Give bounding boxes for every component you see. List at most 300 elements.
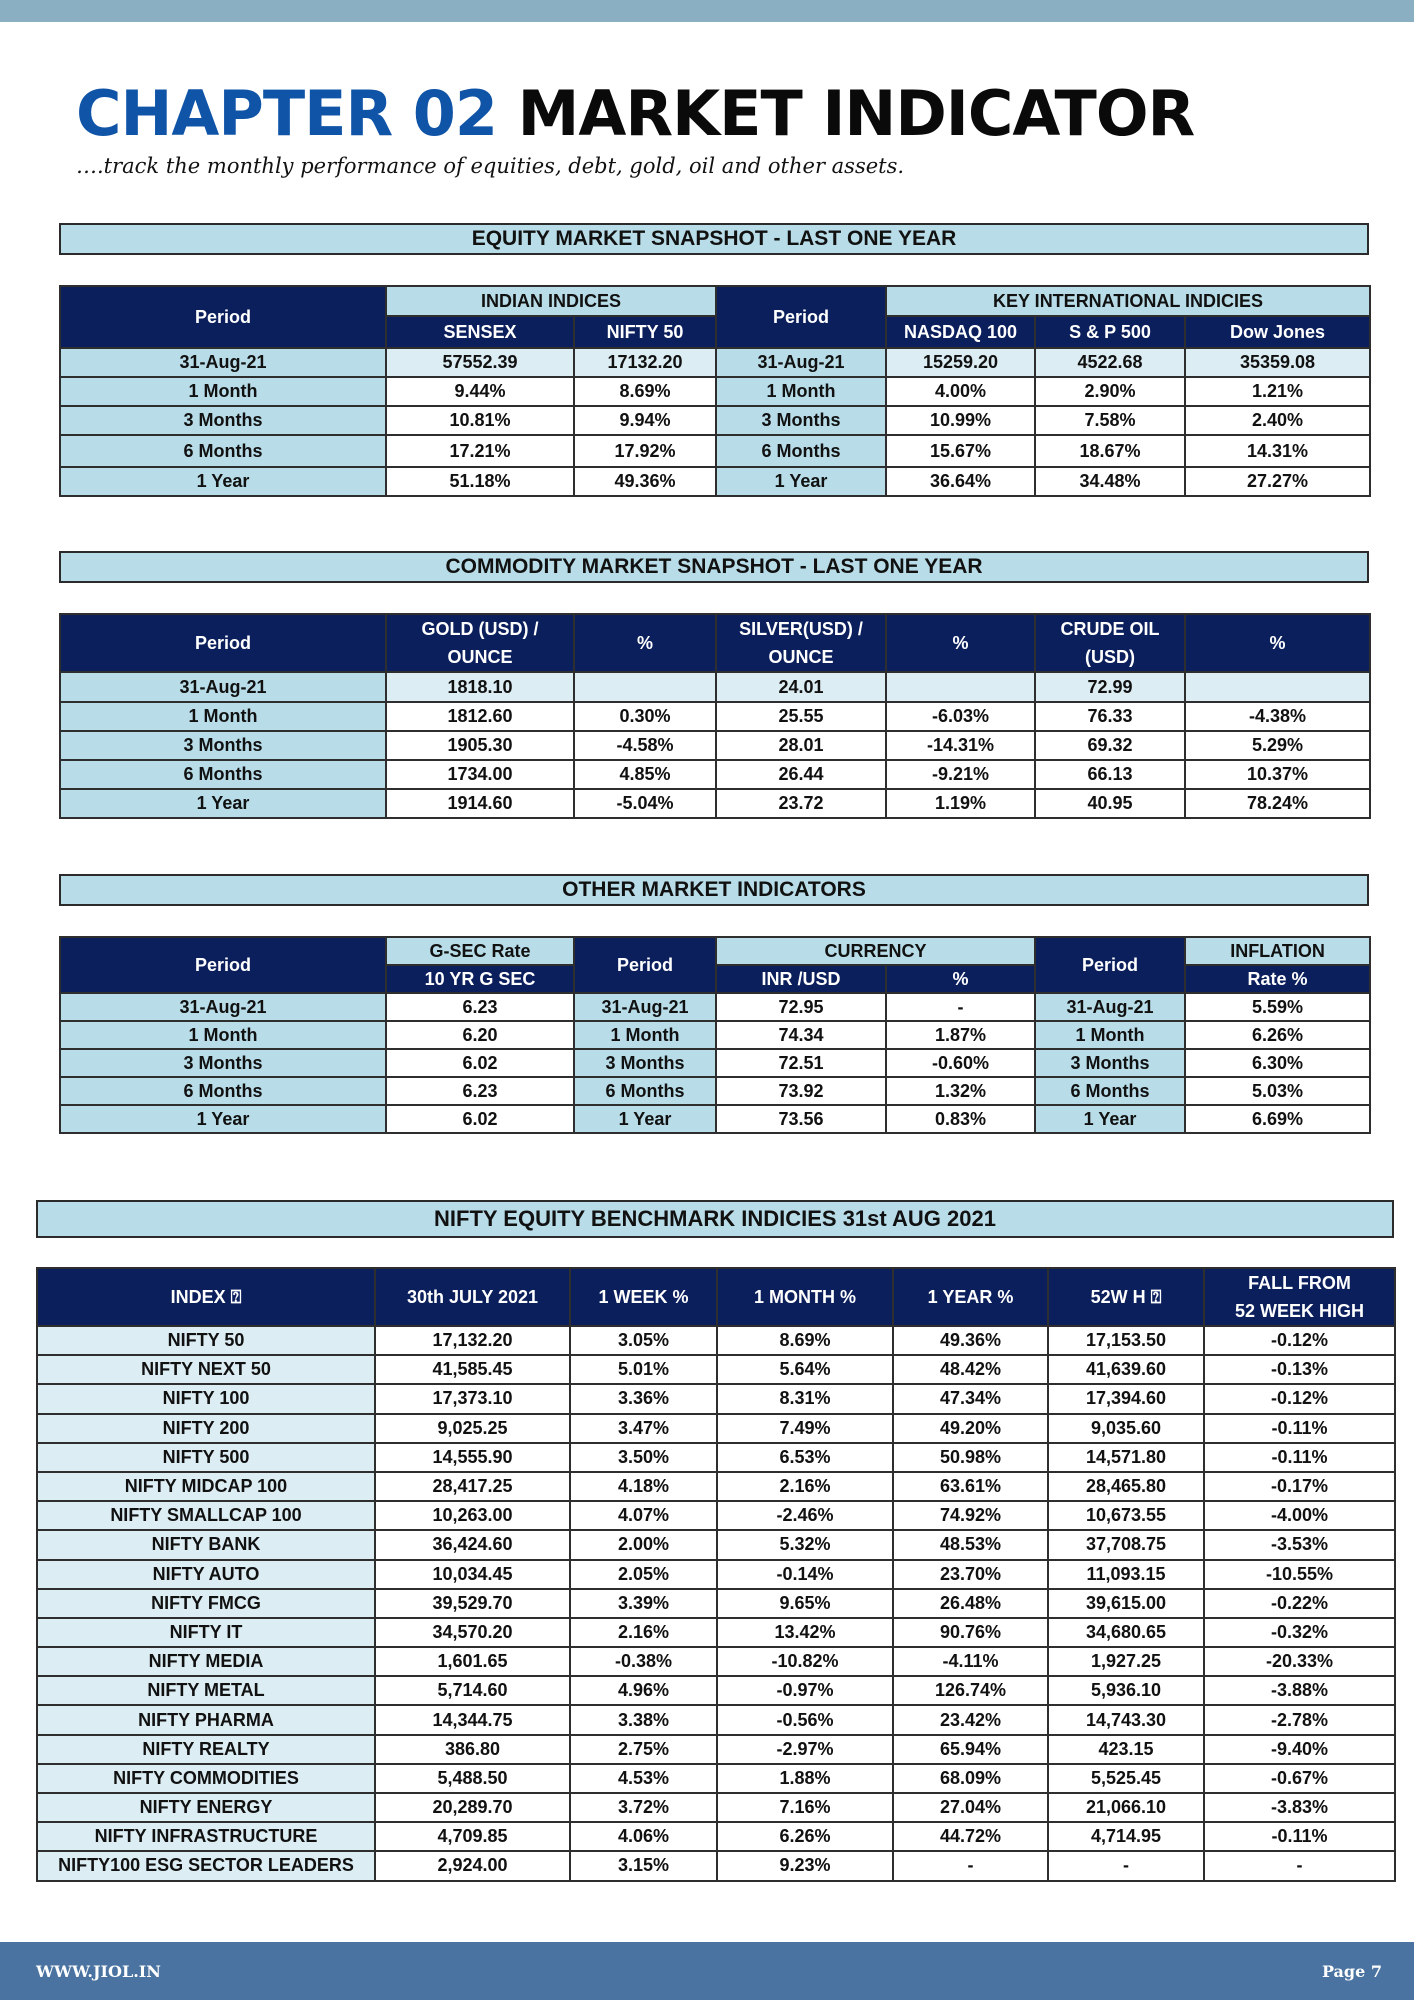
commodity-cell: 78.24% (1185, 789, 1370, 818)
nifty-cell: 2.75% (570, 1735, 717, 1764)
nifty-benchmark-table (36, 1267, 1396, 1882)
nifty-cell: -0.11% (1204, 1414, 1395, 1443)
commodity-header-crude-line2: (USD) (1085, 647, 1135, 667)
nifty-header-fall-from-high (1204, 1268, 1395, 1326)
nifty-cell: -3.83% (1204, 1793, 1395, 1822)
other-cell: 72.51 (716, 1049, 886, 1077)
nifty-cell: 48.53% (893, 1530, 1048, 1559)
nifty-cell: 17,373.10 (375, 1384, 570, 1413)
commodity-cell: 0.30% (574, 702, 716, 731)
nifty-cell: -4.00% (1204, 1501, 1395, 1530)
equity-col-sensex: SENSEX (386, 316, 574, 348)
other-cell: 0.83% (886, 1105, 1035, 1133)
other-cell: 1.32% (886, 1077, 1035, 1105)
other-cell: 3 Months (1035, 1049, 1185, 1077)
nifty-cell: -2.78% (1204, 1705, 1395, 1734)
equity-cell: 9.94% (574, 406, 716, 435)
other-cell: 6.23 (386, 993, 574, 1021)
other-cell: 6.02 (386, 1105, 574, 1133)
nifty-header-fall-line2: 52 WEEK HIGH (1234, 1301, 1365, 1321)
nifty-cell: 27.04% (893, 1793, 1048, 1822)
other-cell: 3 Months (60, 1049, 386, 1077)
nifty-cell: -0.67% (1204, 1764, 1395, 1793)
nifty-cell: NIFTY 100 (37, 1384, 375, 1413)
commodity-row (60, 702, 1370, 731)
nifty-cell: -0.13% (1204, 1355, 1395, 1384)
nifty-cell: NIFTY MEDIA (37, 1647, 375, 1676)
equity-col-nifty50: NIFTY 50 (574, 316, 716, 348)
nifty-cell: 23.70% (893, 1560, 1048, 1589)
nifty-cell: 28,417.25 (375, 1472, 570, 1501)
other-header-currency-group: CURRENCY (716, 937, 1035, 965)
other-cell: -0.60% (886, 1049, 1035, 1077)
other-cell: - (886, 993, 1035, 1021)
footer-page-number: Page 7 (1321, 1962, 1382, 1981)
nifty-row (37, 1676, 1395, 1705)
nifty-cell: 3.36% (570, 1384, 717, 1413)
nifty-row (37, 1764, 1395, 1793)
commodity-cell: 66.13 (1035, 760, 1185, 789)
nifty-cell: 11,093.15 (1048, 1560, 1204, 1589)
commodity-cell (1185, 672, 1370, 702)
equity-cell: 9.44% (386, 377, 574, 406)
nifty-cell: 63.61% (893, 1472, 1048, 1501)
equity-cell: 7.58% (1035, 406, 1185, 435)
other-header-gsec-group: G-SEC Rate (386, 937, 574, 965)
nifty-cell: 126.74% (893, 1676, 1048, 1705)
other-row (60, 1049, 1370, 1077)
nifty-cell: 17,132.20 (375, 1326, 570, 1355)
nifty-header-1year: 1 YEAR % (893, 1268, 1048, 1326)
nifty-cell: 5,714.60 (375, 1676, 570, 1705)
nifty-cell: 2.00% (570, 1530, 717, 1559)
other-cell: 6 Months (574, 1077, 716, 1105)
nifty-row (37, 1851, 1395, 1880)
nifty-cell: -10.82% (717, 1647, 893, 1676)
other-cell: 6.30% (1185, 1049, 1370, 1077)
nifty-cell: 1,927.25 (1048, 1647, 1204, 1676)
nifty-cell: 3.47% (570, 1414, 717, 1443)
other-row (60, 1105, 1370, 1133)
nifty-cell: 48.42% (893, 1355, 1048, 1384)
nifty-cell: 9.65% (717, 1589, 893, 1618)
nifty-row (37, 1735, 1395, 1764)
other-cell: 6 Months (1035, 1077, 1185, 1105)
nifty-cell: NIFTY IT (37, 1618, 375, 1647)
nifty-cell: 4.07% (570, 1501, 717, 1530)
nifty-row (37, 1384, 1395, 1413)
equity-cell: 17132.20 (574, 348, 716, 377)
nifty-cell: NIFTY ENERGY (37, 1793, 375, 1822)
nifty-cell: 13.42% (717, 1618, 893, 1647)
top-accent-bar (0, 0, 1414, 22)
equity-row (60, 467, 1370, 496)
nifty-cell: 4.53% (570, 1764, 717, 1793)
page-subtitle: ….track the monthly performance of equities, debt, gold, oil and other assets. (76, 154, 905, 178)
nifty-cell: 34,680.65 (1048, 1618, 1204, 1647)
commodity-cell: 1.19% (886, 789, 1035, 818)
nifty-cell: 50.98% (893, 1443, 1048, 1472)
nifty-cell: -0.11% (1204, 1822, 1395, 1851)
nifty-cell: -0.97% (717, 1676, 893, 1705)
other-header-period-3: Period (1035, 937, 1185, 993)
nifty-cell: 2.16% (717, 1472, 893, 1501)
equity-cell: 35359.08 (1185, 348, 1370, 377)
nifty-row (37, 1647, 1395, 1676)
nifty-cell: 4.06% (570, 1822, 717, 1851)
other-cell: 1.87% (886, 1021, 1035, 1049)
nifty-cell: 47.34% (893, 1384, 1048, 1413)
equity-cell: 36.64% (886, 467, 1035, 496)
nifty-header-1week: 1 WEEK % (570, 1268, 717, 1326)
nifty-cell: -20.33% (1204, 1647, 1395, 1676)
equity-snapshot-table (59, 285, 1371, 497)
nifty-cell: 23.42% (893, 1705, 1048, 1734)
nifty-cell: 14,344.75 (375, 1705, 570, 1734)
nifty-cell: 21,066.10 (1048, 1793, 1204, 1822)
equity-cell: 3 Months (60, 406, 386, 435)
nifty-cell: 7.16% (717, 1793, 893, 1822)
nifty-cell: 10,263.00 (375, 1501, 570, 1530)
commodity-cell: 76.33 (1035, 702, 1185, 731)
commodity-cell: 24.01 (716, 672, 886, 702)
nifty-cell: NIFTY REALTY (37, 1735, 375, 1764)
nifty-cell: 41,639.60 (1048, 1355, 1204, 1384)
nifty-row (37, 1414, 1395, 1443)
commodity-header-gold-line1: GOLD (USD) / (421, 619, 539, 639)
other-cell: 31-Aug-21 (1035, 993, 1185, 1021)
other-cell: 1 Year (1035, 1105, 1185, 1133)
nifty-cell: 423.15 (1048, 1735, 1204, 1764)
nifty-cell: 5.01% (570, 1355, 717, 1384)
equity-row (60, 348, 1370, 377)
commodity-cell: 1914.60 (386, 789, 574, 818)
other-cell: 1 Month (60, 1021, 386, 1049)
nifty-cell: 1.88% (717, 1764, 893, 1793)
nifty-cell: NIFTY INFRASTRUCTURE (37, 1822, 375, 1851)
commodity-cell: -6.03% (886, 702, 1035, 731)
commodity-header-gold-line2: OUNCE (447, 647, 513, 667)
nifty-cell: 49.36% (893, 1326, 1048, 1355)
commodity-header-crude-pct: % (1185, 614, 1370, 672)
nifty-cell: 65.94% (893, 1735, 1048, 1764)
equity-cell: 14.31% (1185, 435, 1370, 467)
nifty-cell: -0.14% (717, 1560, 893, 1589)
nifty-cell: 6.53% (717, 1443, 893, 1472)
other-cell: 73.56 (716, 1105, 886, 1133)
equity-cell: 1.21% (1185, 377, 1370, 406)
nifty-cell: -0.22% (1204, 1589, 1395, 1618)
nifty-cell: 17,394.60 (1048, 1384, 1204, 1413)
nifty-cell: 68.09% (893, 1764, 1048, 1793)
nifty-cell: NIFTY 50 (37, 1326, 375, 1355)
nifty-cell: 8.31% (717, 1384, 893, 1413)
equity-cell: 1 Month (60, 377, 386, 406)
nifty-cell: NIFTY100 ESG SECTOR LEADERS (37, 1851, 375, 1880)
commodity-cell: 69.32 (1035, 731, 1185, 760)
other-header-period-2: Period (574, 937, 716, 993)
nifty-cell: 5,488.50 (375, 1764, 570, 1793)
nifty-cell: -10.55% (1204, 1560, 1395, 1589)
commodity-cell: 25.55 (716, 702, 886, 731)
nifty-cell: NIFTY SMALLCAP 100 (37, 1501, 375, 1530)
equity-cell: 10.99% (886, 406, 1035, 435)
other-cell: 72.95 (716, 993, 886, 1021)
nifty-cell: 3.38% (570, 1705, 717, 1734)
other-cell: 5.59% (1185, 993, 1370, 1021)
commodity-cell: -14.31% (886, 731, 1035, 760)
commodity-cell: -4.58% (574, 731, 716, 760)
footer-website: WWW.JIOL.IN (36, 1962, 161, 1981)
nifty-cell: 41,585.45 (375, 1355, 570, 1384)
nifty-header-index: INDEX ⍰ (37, 1268, 375, 1326)
commodity-cell: 1818.10 (386, 672, 574, 702)
nifty-header-close: 30th JULY 2021 (375, 1268, 570, 1326)
nifty-row (37, 1618, 1395, 1647)
nifty-cell: NIFTY AUTO (37, 1560, 375, 1589)
nifty-cell: -4.11% (893, 1647, 1048, 1676)
other-header-period-1: Period (60, 937, 386, 993)
commodity-row (60, 672, 1370, 702)
commodity-cell: 26.44 (716, 760, 886, 789)
nifty-header-fall-line1: FALL FROM (1248, 1273, 1351, 1293)
commodity-section-title: COMMODITY MARKET SNAPSHOT - LAST ONE YEAR (59, 551, 1369, 583)
equity-cell: 1 Year (716, 467, 886, 496)
nifty-cell: 4.96% (570, 1676, 717, 1705)
equity-col-sp500: S & P 500 (1035, 316, 1185, 348)
equity-cell: 15259.20 (886, 348, 1035, 377)
nifty-cell: 49.20% (893, 1414, 1048, 1443)
commodity-cell: 1905.30 (386, 731, 574, 760)
equity-cell: 18.67% (1035, 435, 1185, 467)
nifty-cell: 6.26% (717, 1822, 893, 1851)
nifty-cell: 3.05% (570, 1326, 717, 1355)
other-cell: 6.02 (386, 1049, 574, 1077)
other-cell: 1 Year (60, 1105, 386, 1133)
commodity-header-gold-pct: % (574, 614, 716, 672)
nifty-cell: 17,153.50 (1048, 1326, 1204, 1355)
nifty-row (37, 1355, 1395, 1384)
equity-cell: 17.92% (574, 435, 716, 467)
equity-cell: 15.67% (886, 435, 1035, 467)
nifty-cell: 36,424.60 (375, 1530, 570, 1559)
nifty-cell: 2,924.00 (375, 1851, 570, 1880)
equity-header-period-intl: Period (716, 286, 886, 348)
nifty-cell: 2.16% (570, 1618, 717, 1647)
equity-cell: 51.18% (386, 467, 574, 496)
other-cell: 3 Months (574, 1049, 716, 1077)
commodity-cell: 31-Aug-21 (60, 672, 386, 702)
nifty-cell: NIFTY 500 (37, 1443, 375, 1472)
commodity-cell: 1 Month (60, 702, 386, 731)
other-cell: 73.92 (716, 1077, 886, 1105)
equity-cell: 1 Month (716, 377, 886, 406)
equity-section-title: EQUITY MARKET SNAPSHOT - LAST ONE YEAR (59, 223, 1369, 255)
equity-cell: 27.27% (1185, 467, 1370, 496)
other-cell: 6.26% (1185, 1021, 1370, 1049)
nifty-cell: 4.18% (570, 1472, 717, 1501)
equity-col-dowjones: Dow Jones (1185, 316, 1370, 348)
commodity-cell (886, 672, 1035, 702)
other-cell: 1 Year (574, 1105, 716, 1133)
nifty-cell: 5.64% (717, 1355, 893, 1384)
equity-row (60, 406, 1370, 435)
equity-cell: 1 Year (60, 467, 386, 496)
commodity-cell: -4.38% (1185, 702, 1370, 731)
equity-cell: 34.48% (1035, 467, 1185, 496)
nifty-cell: 74.92% (893, 1501, 1048, 1530)
equity-cell: 49.36% (574, 467, 716, 496)
nifty-cell: -9.40% (1204, 1735, 1395, 1764)
nifty-cell: NIFTY 200 (37, 1414, 375, 1443)
nifty-cell: - (1204, 1851, 1395, 1880)
nifty-cell: 3.39% (570, 1589, 717, 1618)
commodity-header-crude-line1: CRUDE OIL (1060, 619, 1160, 639)
nifty-cell: 90.76% (893, 1618, 1048, 1647)
page-footer (0, 1942, 1414, 2000)
equity-cell: 10.81% (386, 406, 574, 435)
commodity-row (60, 760, 1370, 789)
other-header-inflation-group: INFLATION (1185, 937, 1370, 965)
nifty-cell: 5,525.45 (1048, 1764, 1204, 1793)
nifty-cell: 14,555.90 (375, 1443, 570, 1472)
other-col-inr-usd: INR /USD (716, 965, 886, 993)
nifty-cell: 39,529.70 (375, 1589, 570, 1618)
other-cell: 1 Month (574, 1021, 716, 1049)
nifty-cell: -3.53% (1204, 1530, 1395, 1559)
commodity-snapshot-table (59, 613, 1371, 819)
nifty-cell: 4,709.85 (375, 1822, 570, 1851)
nifty-cell: 5,936.10 (1048, 1676, 1204, 1705)
commodity-header-silver-line1: SILVER(USD) / (739, 619, 863, 639)
commodity-row (60, 789, 1370, 818)
nifty-header-1month: 1 MONTH % (717, 1268, 893, 1326)
nifty-cell: -0.56% (717, 1705, 893, 1734)
nifty-cell: -0.12% (1204, 1326, 1395, 1355)
nifty-cell: NIFTY BANK (37, 1530, 375, 1559)
equity-cell: 4.00% (886, 377, 1035, 406)
commodity-cell: 40.95 (1035, 789, 1185, 818)
nifty-cell: 5.32% (717, 1530, 893, 1559)
nifty-row (37, 1472, 1395, 1501)
nifty-header-52w-high: 52W H ⍰ (1048, 1268, 1204, 1326)
nifty-section-title: NIFTY EQUITY BENCHMARK INDICIES 31st AUG 2021 (36, 1200, 1394, 1238)
equity-cell: 2.40% (1185, 406, 1370, 435)
nifty-cell: NIFTY FMCG (37, 1589, 375, 1618)
nifty-row (37, 1793, 1395, 1822)
other-cell: 6.23 (386, 1077, 574, 1105)
other-row (60, 993, 1370, 1021)
other-indicators-table (59, 936, 1371, 1134)
commodity-cell: 5.29% (1185, 731, 1370, 760)
other-cell: 6.69% (1185, 1105, 1370, 1133)
nifty-row (37, 1501, 1395, 1530)
nifty-cell: 10,673.55 (1048, 1501, 1204, 1530)
nifty-cell: 2.05% (570, 1560, 717, 1589)
commodity-cell: 3 Months (60, 731, 386, 760)
equity-cell: 3 Months (716, 406, 886, 435)
commodity-header-silver-pct: % (886, 614, 1035, 672)
other-row (60, 1077, 1370, 1105)
other-cell: 1 Month (1035, 1021, 1185, 1049)
equity-cell: 6 Months (716, 435, 886, 467)
other-cell: 5.03% (1185, 1077, 1370, 1105)
commodity-cell: 4.85% (574, 760, 716, 789)
commodity-header-gold (386, 614, 574, 672)
nifty-cell: -0.11% (1204, 1443, 1395, 1472)
other-section-title: OTHER MARKET INDICATORS (59, 874, 1369, 906)
other-cell: 74.34 (716, 1021, 886, 1049)
nifty-cell: 3.15% (570, 1851, 717, 1880)
equity-row (60, 377, 1370, 406)
nifty-row (37, 1822, 1395, 1851)
nifty-cell: 44.72% (893, 1822, 1048, 1851)
equity-header-international-indices: KEY INTERNATIONAL INDICIES (886, 286, 1370, 316)
nifty-cell: -2.97% (717, 1735, 893, 1764)
other-cell: 31-Aug-21 (60, 993, 386, 1021)
equity-cell: 6 Months (60, 435, 386, 467)
other-cell: 31-Aug-21 (574, 993, 716, 1021)
nifty-cell: 8.69% (717, 1326, 893, 1355)
commodity-cell: 28.01 (716, 731, 886, 760)
commodity-cell: 72.99 (1035, 672, 1185, 702)
nifty-cell: -2.46% (717, 1501, 893, 1530)
commodity-row (60, 731, 1370, 760)
equity-cell: 2.90% (1035, 377, 1185, 406)
nifty-cell: 39,615.00 (1048, 1589, 1204, 1618)
commodity-cell: -9.21% (886, 760, 1035, 789)
equity-header-period: Period (60, 286, 386, 348)
nifty-cell: 9,025.25 (375, 1414, 570, 1443)
chapter-title-text: MARKET INDICATOR (517, 77, 1195, 150)
nifty-cell: -0.38% (570, 1647, 717, 1676)
equity-cell: 31-Aug-21 (60, 348, 386, 377)
other-cell: 6.20 (386, 1021, 574, 1049)
other-cell: 6 Months (60, 1077, 386, 1105)
nifty-cell: 10,034.45 (375, 1560, 570, 1589)
nifty-cell: 20,289.70 (375, 1793, 570, 1822)
other-col-gsec: 10 YR G SEC (386, 965, 574, 993)
nifty-cell: 34,570.20 (375, 1618, 570, 1647)
commodity-cell: 1 Year (60, 789, 386, 818)
equity-header-indian-indices: INDIAN INDICES (386, 286, 716, 316)
commodity-header-silver-line2: OUNCE (768, 647, 834, 667)
nifty-row (37, 1705, 1395, 1734)
nifty-row (37, 1530, 1395, 1559)
nifty-cell: 7.49% (717, 1414, 893, 1443)
nifty-row (37, 1560, 1395, 1589)
nifty-cell: - (1048, 1851, 1204, 1880)
commodity-header-silver (716, 614, 886, 672)
nifty-cell: 3.72% (570, 1793, 717, 1822)
commodity-cell: 6 Months (60, 760, 386, 789)
other-col-inflation-rate: Rate % (1185, 965, 1370, 993)
equity-cell: 17.21% (386, 435, 574, 467)
nifty-cell: 14,571.80 (1048, 1443, 1204, 1472)
commodity-cell: -5.04% (574, 789, 716, 818)
equity-row (60, 435, 1370, 467)
equity-cell: 31-Aug-21 (716, 348, 886, 377)
nifty-cell: 386.80 (375, 1735, 570, 1764)
other-row (60, 1021, 1370, 1049)
nifty-row (37, 1326, 1395, 1355)
nifty-cell: -0.32% (1204, 1618, 1395, 1647)
nifty-cell: -3.88% (1204, 1676, 1395, 1705)
commodity-cell (574, 672, 716, 702)
equity-cell: 57552.39 (386, 348, 574, 377)
commodity-cell: 23.72 (716, 789, 886, 818)
nifty-cell: NIFTY NEXT 50 (37, 1355, 375, 1384)
